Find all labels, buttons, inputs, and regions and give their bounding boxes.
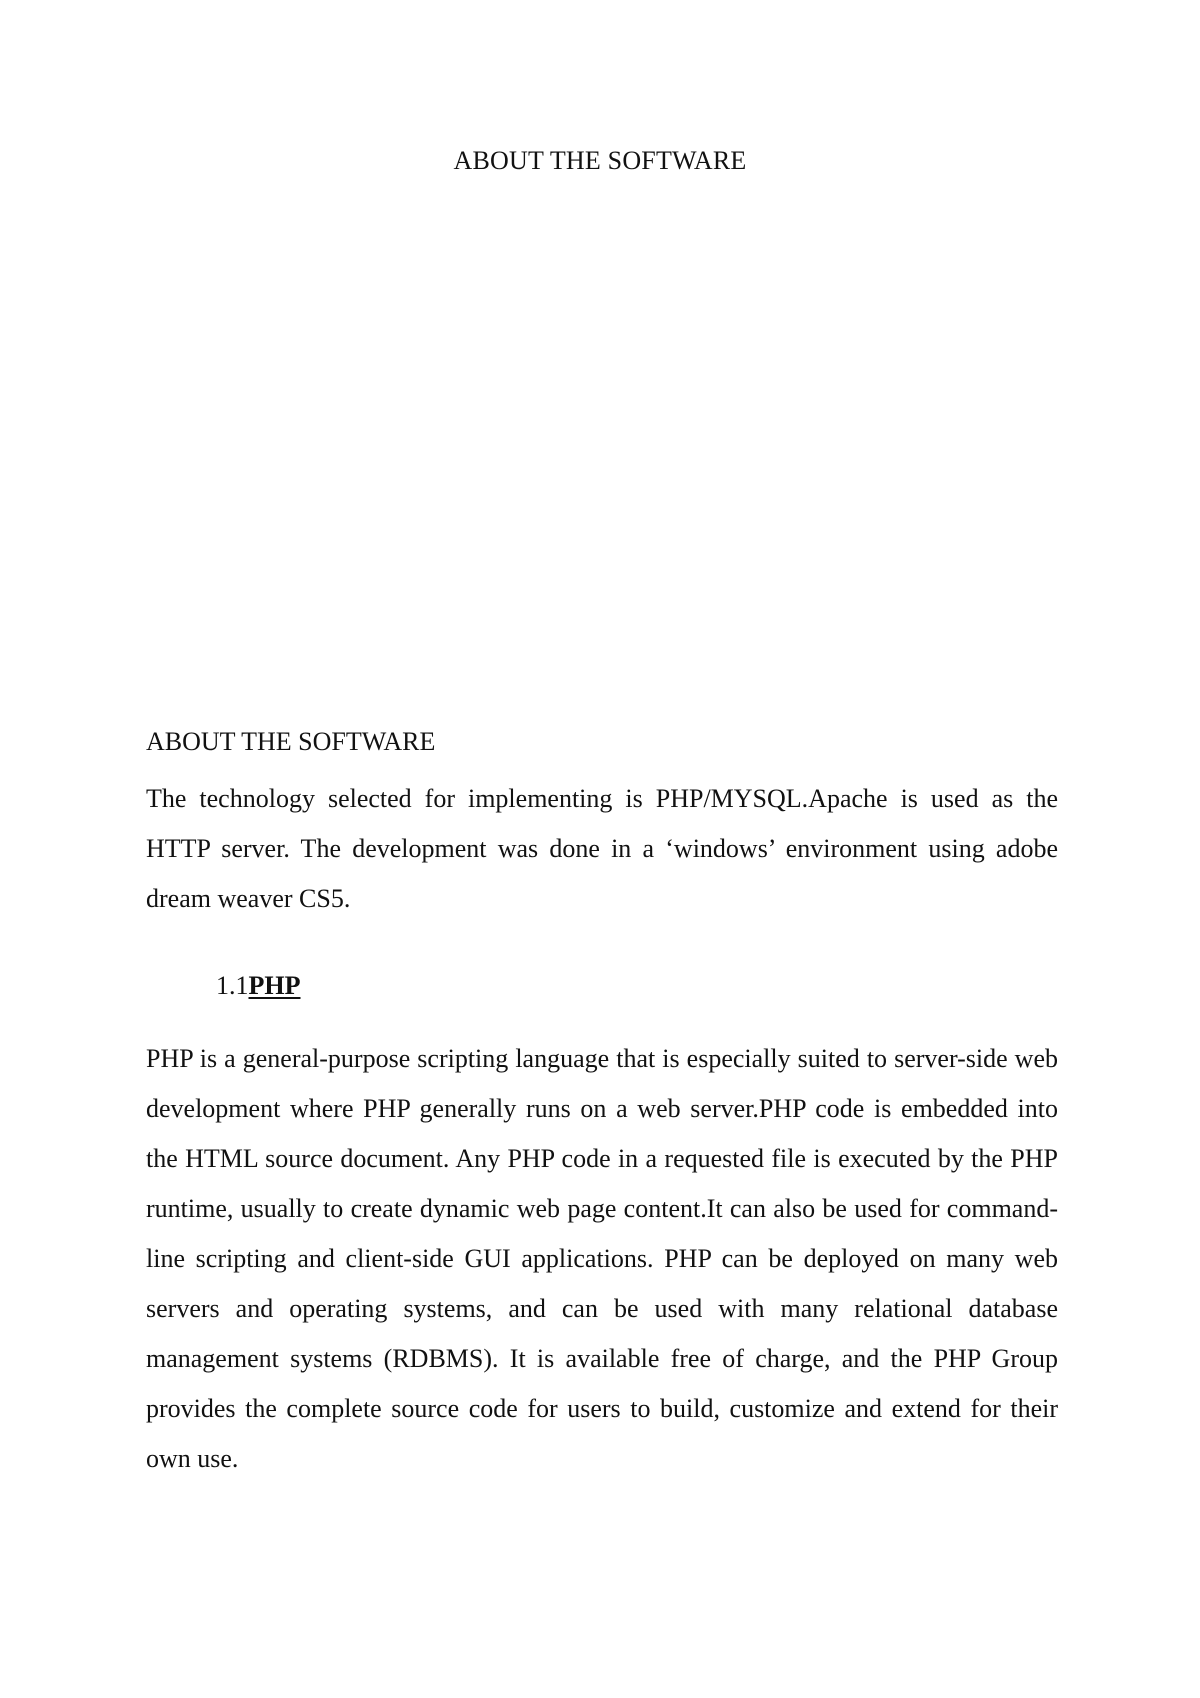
php-paragraph: PHP is a general-purpose scripting language that is especially suited to server-side web development where PHP generally runs on a web server.PHP code is embedded into the HTML source document. Any PHP code in a requested file is executed by the PHP runtime, usually to create dynamic web page content.It can also be used for command-line scripting and client-side GUI applications. PHP can be deployed on many web servers and operating systems, and can be used with many relational database management systems (RDBMS). It is available free of charge, and the PHP Group provides the complete source code for users to build, customize and extend for their own use. — [146, 1044, 1058, 1473]
subsection-number: 1.1 — [216, 971, 249, 1000]
intro-paragraph: The technology selected for implementing is PHP/MYSQL.Apache is used as the HTTP server. The development was done in a ‘windows’ environment using adobe dream weaver CS5. — [146, 784, 1058, 913]
section-title: ABOUT THE SOFTWARE — [146, 727, 436, 756]
subsection-heading — [216, 970, 301, 1002]
cover-title: ABOUT THE SOFTWARE — [453, 146, 747, 175]
subsection-title: PHP — [248, 971, 301, 1000]
